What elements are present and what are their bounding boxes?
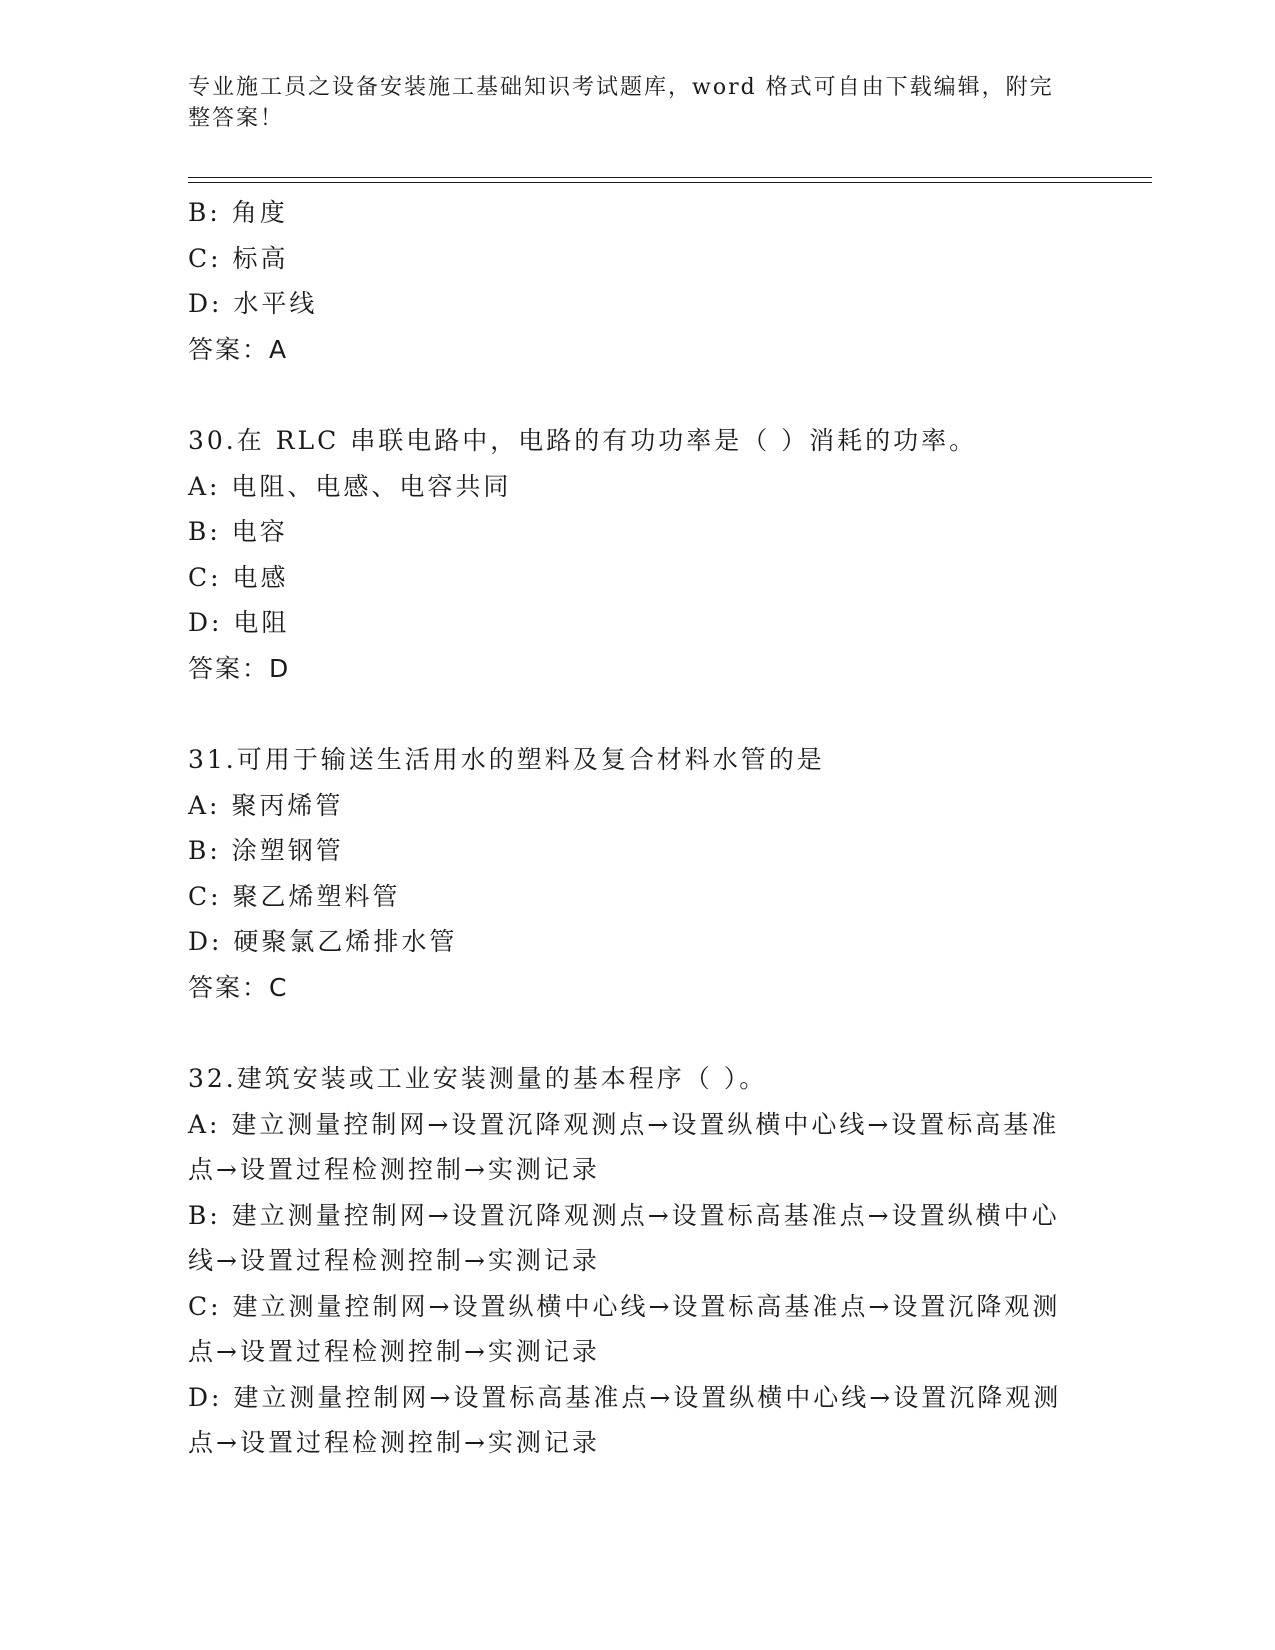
option-c: C: 聚乙烯塑料管 — [188, 881, 401, 911]
question-block-30 — [188, 418, 1088, 691]
option-b: B: 涂塑钢管 — [188, 836, 344, 865]
option-a: A: 建立测量控制网→设置沉降观测点→设置纵横中心线→设置标高基准点→设置过程检测控制→实测记录 — [188, 1109, 1060, 1184]
question-title: 32.建筑安装或工业安装测量的基本程序（ ）。 — [188, 1064, 768, 1093]
option-d: D: 硬聚氯乙烯排水管 — [188, 927, 458, 956]
option-c: C: 建立测量控制网→设置纵横中心线→设置标高基准点→设置沉降观测点→设置过程检测控制→实测记录 — [188, 1291, 1061, 1366]
option-d: D: 电阻 — [188, 608, 290, 637]
option-c: C: 标高 — [188, 243, 289, 273]
option-a: A: 聚丙烯管 — [188, 790, 344, 820]
option-c: C: 电感 — [188, 562, 289, 592]
option-d: D: 水平线 — [188, 289, 318, 318]
header-divider-top — [188, 177, 1152, 178]
answer-line: 答案：A — [188, 334, 289, 364]
document-header: 专业施工员之设备安装施工基础知识考试题库，word 格式可自由下载编辑，附完整答案！ — [188, 75, 1054, 131]
answer-line: 答案：C — [188, 972, 289, 1002]
option-d: D: 建立测量控制网→设置标高基准点→设置纵横中心线→设置沉降观测点→设置过程检测控制→实测记录 — [188, 1382, 1062, 1457]
option-a: A: 电阻、电感、电容共同 — [188, 471, 512, 501]
option-b: B: 角度 — [188, 198, 288, 227]
option-b: B: 电容 — [188, 517, 288, 546]
question-title: 31.可用于输送生活用水的塑料及复合材料水管的是 — [188, 745, 825, 774]
question-title: 30.在 RLC 串联电路中，电路的有功功率是（ ）消耗的功率。 — [188, 426, 978, 455]
option-b: B: 建立测量控制网→设置沉降观测点→设置标高基准点→设置纵横中心线→设置过程检测控制→实测记录 — [188, 1200, 1060, 1275]
header-divider-bottom — [188, 182, 1152, 183]
question-block-31 — [188, 737, 1088, 1010]
answer-line: 答案：D — [188, 653, 291, 683]
question-list — [188, 190, 1088, 1466]
question-block-32 — [188, 1056, 1088, 1466]
prev-question-block — [188, 190, 1088, 372]
